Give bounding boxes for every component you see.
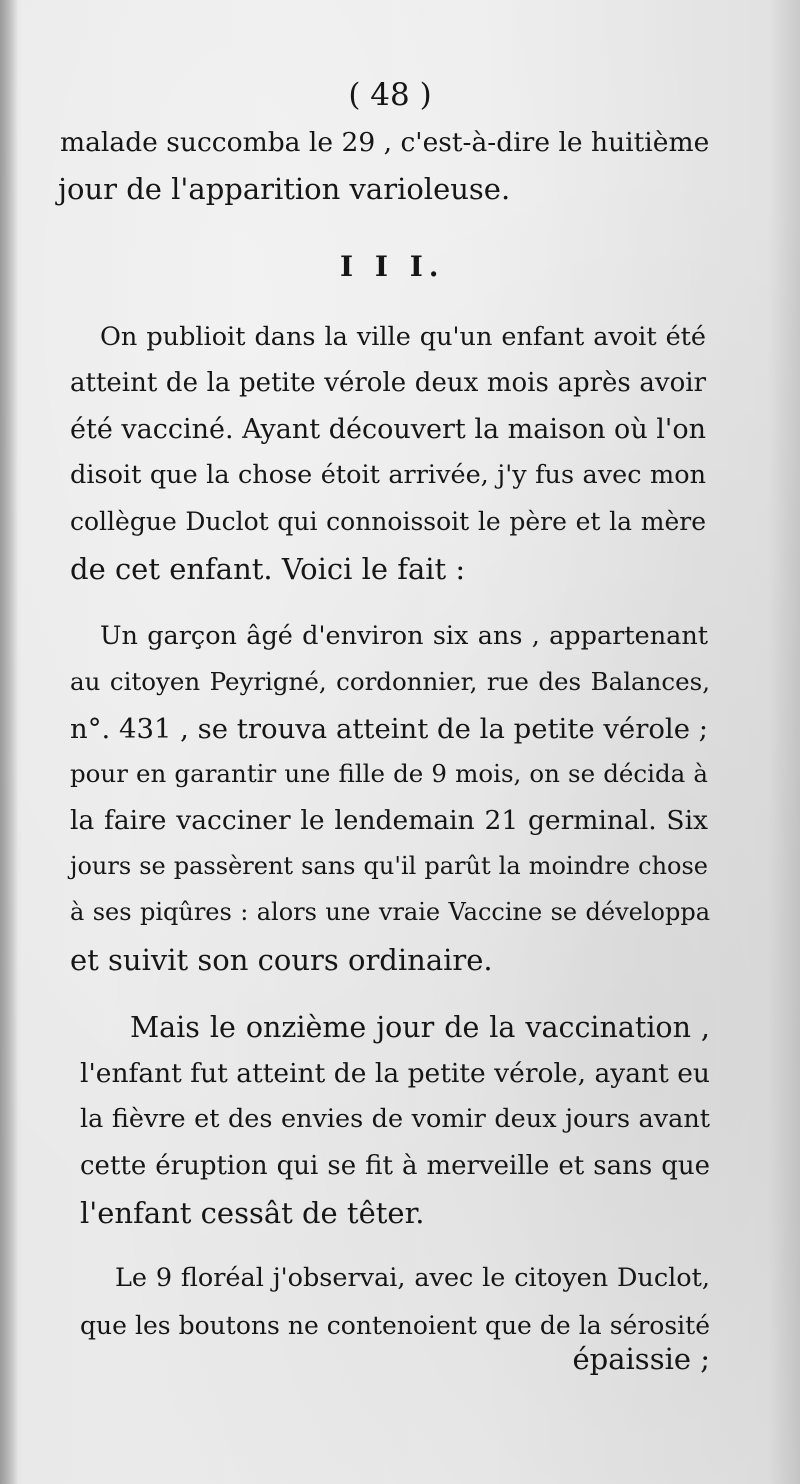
text-line-18: l'enfant fut atteint de la petite vérole, ayant eu: [80, 1058, 710, 1089]
text-line-14: jours se passèrent sans qu'il parût la moindre chose: [70, 852, 708, 880]
spine-shadow: [0, 0, 18, 1484]
text-line-5: été vacciné. Ayant découvert la maison où l'on: [70, 414, 706, 445]
text-line-1: malade succomba le 29 , c'est-à-dire le huitième: [60, 127, 710, 158]
text-line-8: de cet enfant. Voici le fait :: [70, 552, 466, 586]
text-line-11: n°. 431 , se trouva atteint de la petite vérole ;: [70, 713, 708, 745]
text-line-17: Mais le onzième jour de la vaccination ,: [130, 1011, 710, 1044]
text-line-2: jour de l'apparition varioleuse.: [58, 172, 511, 206]
text-line-21: l'enfant cessât de têter.: [80, 1196, 425, 1230]
text-line-10: au citoyen Peyrigné, cordonnier, rue des Balances,: [70, 667, 710, 696]
text-line-13: la faire vacciner le lendemain 21 germinal. Six: [70, 805, 708, 836]
text-line-20: cette éruption qui se fit à merveille et sans que: [80, 1151, 710, 1181]
text-line-15: à ses piqûres : alors une vraie Vaccine se développa: [70, 898, 710, 926]
text-line-9: Un garçon âgé d'environ six ans , appartenant: [100, 621, 708, 651]
text-line-19: la fièvre et des envies de vomir deux jours avant: [80, 1104, 710, 1134]
text-line-16: et suivit son cours ordinaire.: [70, 943, 493, 977]
text-line-7: collègue Duclot qui connoissoit le père et la mère: [70, 507, 706, 536]
text-line-22: Le 9 floréal j'observai, avec le citoyen Duclot,: [115, 1263, 710, 1293]
section-heading: I I I.: [340, 250, 445, 283]
text-line-23: que les boutons ne contenoient que de la sérosité: [80, 1311, 710, 1340]
text-line-12: pour en garantir une fille de 9 mois, on se décida à: [70, 759, 708, 788]
text-line-4: atteint de la petite vérole deux mois après avoir: [70, 368, 706, 398]
catchword: épaissie ;: [572, 1342, 710, 1376]
page-number: ( 48 ): [348, 77, 432, 113]
text-line-6: disoit que la chose étoit arrivée, j'y fus avec mon: [70, 460, 706, 490]
text-line-3: On publioit dans la ville qu'un enfant avoit été: [100, 322, 706, 352]
